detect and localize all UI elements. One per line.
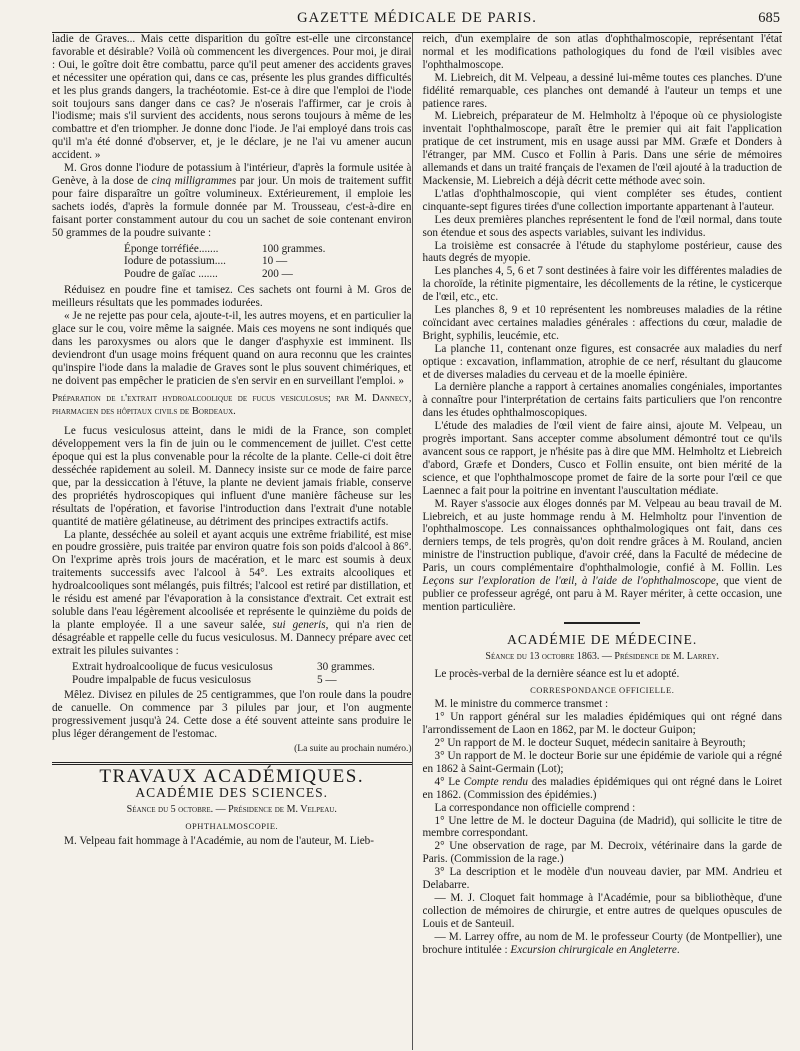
academy-heading: ACADÉMIE DES SCIENCES. — [135, 784, 329, 800]
paragraph: Le fucus vesiculosus atteint, dans le midi de la France, son complet développement vers la fin de juin ou le commencement de juillet. C'est cette époque qui est la plus convenable pour la récolte de la plante. Celle-ci doit être desséchée rapidement au soleil. M. Dannecy insiste sur ce mode de faire parce que, par la dessiccation à l'étuve, la plante ne devient jamais friable, conserve des propriétés hydroscopiques qui influent d'une manière fâcheuse sur les résultats de l'opération, et favorise l'introduction dans l'extrait d'une notable quantité de matière gélatineuse, au détriment des principes extractifs actifs. — [52, 425, 412, 528]
article-heading: Préparation de l'extrait hydroalcoolique de fucus vesiculosus; par M. Dannecy, pharmacien des hôpitaux civils de Bordeaux. — [52, 393, 412, 418]
paragraph: 1° Un rapport général sur les maladies épidémiques qui ont régné dans l'arrondissement de Laon en 1862, par M. le docteur Guipon; — [422, 711, 782, 737]
paragraph: M. Gros donne l'iodure de potassium à l'intérieur, d'après la formule usitée à Genève, à la dose de cinq milligrammes par jour. Un mois de traitement suffit pour faire disparaître un goître volumineux. Extérieurement, il emploie les sachets iodés, d'après la formule donnée par M. Trousseau, c'est-à-dire en faisant porter constamment autour du cou un sachet de soie contenant environ 50 grammes de la poudre suivante : — [52, 162, 412, 239]
paragraph: Réduisez en poudre fine et tamisez. Ces sachets ont fourni à M. Gros de meilleurs résultats que les pommades iodurées. — [52, 284, 412, 310]
paragraph: — M. Larrey offre, au nom de M. le professeur Courty (de Montpellier), une brochure intitulée : Excursion chirurgicale en Angleterre. — [422, 930, 782, 956]
formula-table — [72, 661, 402, 687]
paragraph: 2° Une observation de rage, par M. Decroix, vétérinaire dans la garde de Paris. (Commission de la rage.) — [422, 840, 782, 866]
formula-row: Poudre impalpable de fucus vesiculosus 5 — — [72, 673, 337, 686]
formula-table — [124, 243, 344, 282]
session-line: Séance du 5 octobre. — Présidence de M. Velpeau. — [126, 803, 337, 815]
paragraph: M. Liebreich, préparateur de M. Helmholtz à l'époque où ce physiologiste inventait l'ophthalmoscope, paraît être le premier qui ait fait l'application pratique de cet instrument, mis en usage aussi par MM. Græfe et Donders à l'étranger, par MM. Cusco et Follin à Paris. Dans une série de mémoires allemands et dans un traité français de l'examen de l'œil ajouté à la traduction de Mackensie, M. Liebreich a déjà décrit cette méthode avec soin. — [422, 110, 782, 187]
paragraph: La correspondance non officielle comprend : — [434, 801, 636, 814]
short-rule — [564, 622, 640, 624]
double-rule — [52, 762, 412, 765]
paragraph: M. le ministre du commerce transmet : — [434, 698, 609, 711]
columns — [52, 33, 782, 1050]
right-column — [422, 33, 782, 1050]
subsection-heading: CORRESPONDANCE OFFICIELLE. — [530, 684, 675, 695]
left-column — [52, 33, 412, 1050]
journal-title: GAZETTE MÉDICALE DE PARIS. — [297, 10, 537, 26]
paragraph: M. Velpeau fait hommage à l'Académie, au nom de l'auteur, M. Lieb- — [64, 834, 374, 847]
paragraph: Les deux premières planches représentent le fond de l'œil normal, dans toute son étendue et sous des aspects variables, suivant les individus. — [422, 213, 782, 239]
paragraph: 3° La description et le modèle d'un nouveau davier, par MM. Andrieu et Delabarre. — [422, 866, 782, 892]
paragraph: reich, d'un exemplaire de son atlas d'ophthalmoscopie, représentant l'état normal et les modifications pathologiques du fond de l'œil visibles avec l'ophthalmoscope. — [422, 33, 782, 71]
paragraph: Le procès-verbal de la dernière séance est lu et adopté. — [434, 667, 680, 680]
paragraph: ladie de Graves... Mais cette disparition du goître est-elle une circonstance favorable et désirable? Voilà où commencent les divergences. Pour moi, je dirai : Oui, le goître doit être combattu, parce qu'il peut amener des accidents graves et nécessiter une opération qui, dans ce cas, présente les plus grandes difficultés et les plus grands dangers, la trachéotomie. Est-ce à dire que l'emploi de l'iode soit toujours sans danger dans ce cas? Je n'oserais l'affirmer, car je crois à l'iodisme; mais s'il survient des accidents, nous serons toujours à même de les combattre et d'en triompher. Je donne donc l'iode. Je l'ai employé dans trois cas qu'il m'a été donné d'observer, et, je le déclare, je ne l'ai vu amener aucun accident. » — [52, 33, 412, 162]
column-divider — [412, 33, 423, 1050]
paragraph: L'étude des maladies de l'œil vient de faire ainsi, ajoute M. Velpeau, un progrès important. Sans accepter comme absolument démontré tout ce qu'ils avancent sous ce rapport, je n'hésite pas à dire que MM. Helmholtz et Liebreich d'abord, Græfe et Donders, Cusco et Follin ensuite, ont bien mérité de la science, et que l'ophthalmoscope promet de faire de la sorte pour l'œil ce que Laennec a fait pour la poitrine en inventant l'auscultation médiate. — [422, 420, 782, 497]
paragraph: M. Rayer s'associe aux éloges donnés par M. Velpeau au beau travail de M. Liebreich, et au juste hommage rendu à M. Helmholtz pour l'invention de l'ophthalmoscope. Les connaissances ophthalmologiques ont fait, dans ces derniers temps, de tels progrès, qu'on doit rendre grâces à M. Rouland, ancien ministre de l'instruction publique, d'avoir créé, dans la Faculté de médecine de Paris, un cours complémentaire d'ophthalmologie, confié à M. Follin. Les Leçons sur l'exploration de l'œil, à l'aide de l'ophthalmoscope, que vient de publier ce professeur agrégé, ont paru à M. Rayer mériter, à cette occasion, une mention particulière. — [422, 497, 782, 613]
paragraph: M. Liebreich, dit M. Velpeau, a dessiné lui-même toutes ces planches. D'une fidélité remarquable, ces planches ont demandé à l'auteur un temps et une patience rares. — [422, 71, 782, 110]
academy-heading: ACADÉMIE DE MÉDECINE. — [507, 631, 698, 647]
paragraph: Mêlez. Divisez en pilules de 25 centigrammes, que l'on roule dans la poudre de canuelle. On commence par 3 pilules par jour, et l'on augmente progressivement jusqu'à 24. Cette dose a été souvent atteinte sans produire le plus léger dérangement de l'estomac. — [52, 689, 412, 741]
formula-row: Extrait hydroalcoolique de fucus vesiculosus 30 grammes. — [72, 660, 375, 673]
paragraph: 2° Un rapport de M. le docteur Suquet, médecin sanitaire à Beyrouth; — [434, 737, 746, 750]
formula-row: Éponge torréfiée....... 100 grammes. — [124, 242, 326, 255]
paragraph: — M. J. Cloquet fait hommage à l'Académie, pour sa bibliothèque, d'une collection de mémoires de chirurgie, et entre autres de quelques opuscules de Louis et de Santeuil. — [422, 892, 782, 930]
session-line: Séance du 13 octobre 1863. — Présidence de M. Larrey. — [485, 650, 720, 662]
paragraph: « Je ne rejette pas pour cela, ajoute-t-il, les autres moyens, et en particulier la glace sur le cou, voire même la saignée. Mais ces moyens ne sont indiqués que dans les paroxysmes ou alors que le danger d'asphyxie est imminent. Ils deviendront d'un usage moins fréquent quand on aura reconnu que les craintes qu'inspire l'iode dans la maladie de Graves sont le plus souvent chimériques, et ne doivent pas empêcher le praticien de s'en servir en en surveillant l'emploi. » — [52, 310, 412, 387]
subsection-heading: OPHTHALMOSCOPIE. — [185, 820, 279, 831]
continued-note: (La suite au prochain numéro.) — [294, 744, 412, 755]
paragraph: La troisième est consacrée à l'étude du staphylome postérieur, cause des hauts degrés de myopie. — [422, 239, 782, 265]
page-header — [52, 0, 782, 33]
paragraph: 3° Un rapport de M. le docteur Borie sur une épidémie de variole qui a régné en 1862 à Saint-Germain (Lot); — [422, 750, 782, 775]
paragraph: Les planches 8, 9 et 10 représentent les nombreuses maladies de la rétine coïncidant avec certaines maladies générales : affections du cœur, maladie de Bright, syphilis, leucémie, etc. — [422, 304, 782, 342]
paragraph: 4° Le Compte rendu des maladies épidémiques qui ont régné dans le Loiret en 1862. (Commission des épidémies.) — [422, 775, 782, 801]
paragraph: La planche 11, contenant onze figures, est consacrée aux maladies du nerf optique : excavation, inflammation, atrophie de ce nerf, résultant du glaucome et de diverses maladies du cerveau et de la moelle épinière. — [422, 342, 782, 381]
formula-row: Poudre de gaïac ....... 200 — — [124, 268, 293, 281]
paragraph: Les planches 4, 5, 6 et 7 sont destinées à faire voir les différentes maladies de la choroïde, la rétinite pigmentaire, les décollements de la rétine, le cysticerque de l'œil, etc., etc. — [422, 265, 782, 304]
formula-row: Iodure de potassium.... 10 — — [124, 255, 288, 268]
paragraph: La dernière planche a rapport à certaines anomalies congéniales, importantes à connaître pour l'interprétation de certains faits particuliers que l'on rencontre dans les études ophthalmoscopiques. — [422, 381, 782, 420]
page-number: 685 — [758, 10, 780, 26]
paragraph: 1° Une lettre de M. le docteur Daguina (de Madrid), qui sollicite le titre de membre correspondant. — [422, 814, 782, 840]
section-title: TRAVAUX ACADÉMIQUES. — [99, 765, 365, 787]
paragraph: La plante, desséchée au soleil et ayant acquis une extrême friabilité, est mise en poudre grossière, puis traitée par environ quatre fois son poids d'alcool à 86°. On l'exprime après trois jours de macération, et le marc est soumis à deux traitements successifs avec l'alcool à 54°. Les extraits alcooliques et hydroalcooliques sont mélangés, puis filtrés; l'alcool est retiré par distillation, et le résidu est amené par l'évaporation à la consistance d'extrait. Cet extrait est soluble dans l'eau légèrement alcoolisée et représente le quinzième du poids de la plante employée. Il a une saveur salée, sui generis, qui n'a rien de désagréable et rappelle celle du fucus vesiculosus. M. Dannecy prépare avec cet extrait les pilules suivantes : — [52, 528, 412, 657]
paragraph: L'atlas d'ophthalmoscopie, qui vient compléter ses études, contient cinquante-sept figures tirées d'une collection importante appartenant à l'auteur. — [422, 187, 782, 213]
